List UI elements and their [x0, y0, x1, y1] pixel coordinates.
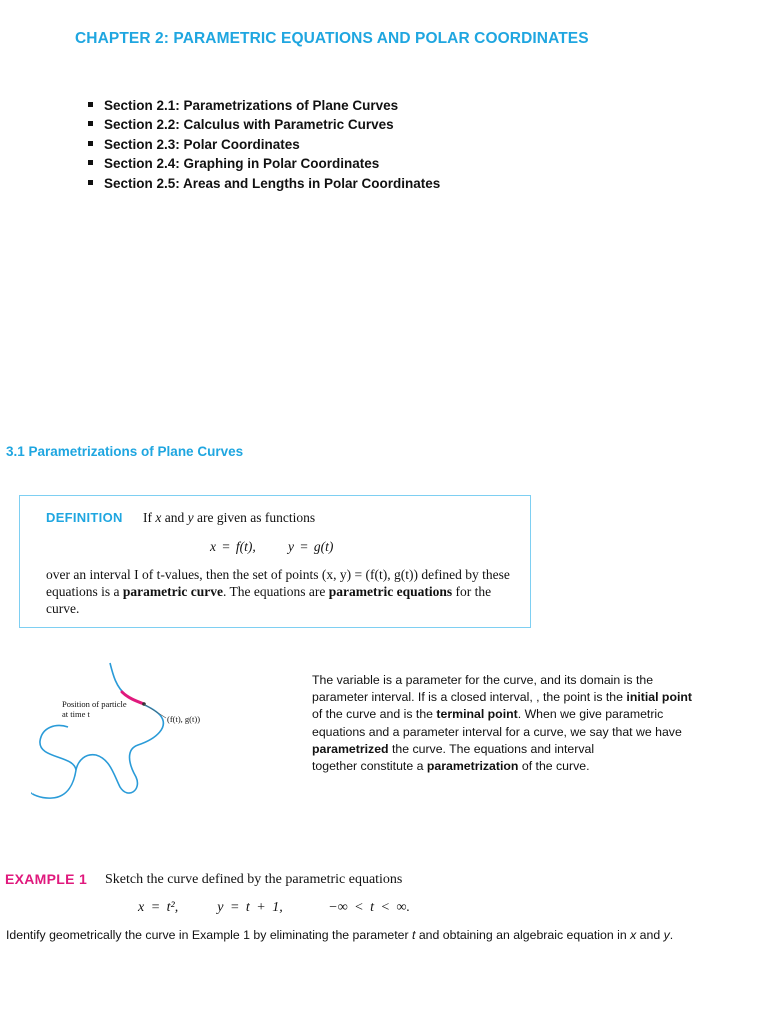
- section-label: Section 2.3: Polar Coordinates: [104, 136, 300, 152]
- section-list: [88, 96, 440, 193]
- section-heading: 3.1 Parametrizations of Plane Curves: [6, 444, 244, 459]
- definition-intro: If x and y are given as functions: [143, 510, 316, 525]
- bullet-icon: [88, 141, 93, 146]
- parametric-curve-figure: [28, 655, 228, 805]
- example-equations: x = t², y = t + 1, −∞ < t < ∞.: [138, 900, 410, 915]
- definition-label: DEFINITION: [46, 510, 123, 525]
- parametric-curve: [32, 663, 164, 798]
- definition-body: over an interval I of t-values, then the set of points (x, y) = (f(t), g(t)) defined by these equations is a parametric curve. The equations are parametric equations for the curve.: [46, 567, 510, 616]
- section-label: Section 2.2: Calculus with Parametric Curves: [104, 117, 394, 133]
- bullet-icon: [88, 102, 93, 107]
- list-item: [88, 174, 440, 193]
- pointer-line: [144, 704, 166, 718]
- example-label: EXAMPLE 1: [5, 871, 88, 887]
- list-item: [88, 96, 440, 115]
- example-text: Sketch the curve defined by the parametric equations: [105, 872, 403, 887]
- figure-label-point: (f(t), g(t)): [167, 714, 201, 724]
- list-item: [88, 154, 440, 173]
- chapter-title: CHAPTER 2: PARAMETRIC EQUATIONS AND POLAR COORDINATES: [75, 30, 589, 47]
- figure-label-position: Position of particle at time t: [62, 699, 127, 719]
- bullet-icon: [88, 121, 93, 126]
- definition-equations: x = f(t), y = g(t): [210, 539, 334, 554]
- section-label: Section 2.4: Graphing in Polar Coordinates: [104, 156, 380, 172]
- section-label: Section 2.5: Areas and Lengths in Polar Coordinates: [104, 175, 441, 191]
- bullet-icon: [88, 180, 93, 185]
- identify-instruction: Identify geometrically the curve in Example 1 by eliminating the parameter t and obtaining an algebraic equation in x and y.: [6, 928, 674, 942]
- section-label: Section 2.1: Parametrizations of Plane Curves: [104, 98, 399, 113]
- list-item: [88, 115, 440, 134]
- bullet-icon: [88, 160, 93, 165]
- explanation-paragraph: The variable is a parameter for the curve, and its domain is the parameter interval. If is a closed interval, , the point is the initial point of the curve and is the terminal point. When we give parametric equations and a parameter interval for a curve, we say that we have parametrized the curve. The equations and interval together constitute a parametrization of the curve.: [312, 673, 692, 774]
- list-item: [88, 135, 440, 154]
